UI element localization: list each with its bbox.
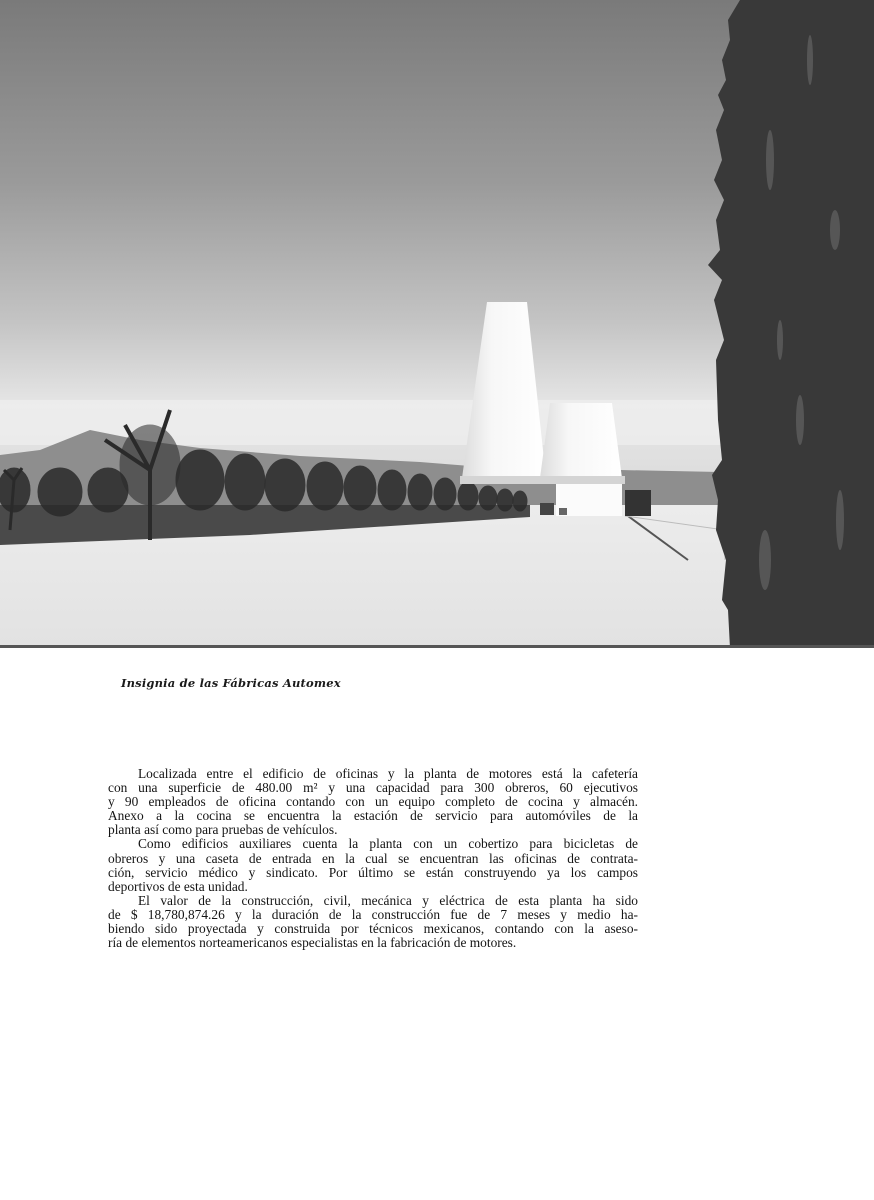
text-line: planta así como para pruebas de vehículos. [108,822,338,838]
text-line: Localizada entre el edificio de oficinas y la planta de motores está la cafetería [138,766,638,781]
paragraph [108,894,638,950]
text-line: y 90 empleados de oficina contando con un equipo completo de cocina y almacén. [108,794,638,810]
short-tower [540,403,622,478]
text-line: El valor de la construcción, civil, mecánica y eléctrica de esta planta ha sido [138,892,638,908]
text-line: Anexo a la cocina se encuentra la estación de servicio para automóviles de la [108,808,638,824]
stone-wall [708,0,874,648]
text-line: obreros y una caseta de entrada en la cual se encuentran las oficinas de contrata- [108,850,638,866]
text-line: ción, servicio médico y sindicato. Por último se están construyendo ya los campos [108,864,638,880]
entrance-booth [625,490,651,516]
paragraph [108,767,638,837]
photo-caption: Insignia de las Fábricas Automex [121,676,341,690]
car-small [559,508,567,515]
text-line: de $ 18,780,874.26 y la duración de la construcción fue de 7 meses y medio ha- [108,906,638,922]
tower-base-band [460,476,625,484]
photo-bottom-edge [0,645,874,648]
text-line: biendo sido proyectada y construida por técnicos mexicanos, contando con la aseso- [108,921,638,937]
text-line: deportivos de esta unidad. [108,878,248,894]
car [540,503,554,515]
text-line: ría de elementos norteamericanos especialistas en la fabricación de motores. [108,935,517,951]
article-body [108,767,638,950]
text-line: con una superficie de 480.00 m² y una capacidad para 300 obreros, 60 ejecutivos [108,780,638,796]
text-line: Como edificios auxiliares cuenta la planta con un cobertizo para bicicletas de [138,836,638,852]
paragraph [108,837,638,893]
